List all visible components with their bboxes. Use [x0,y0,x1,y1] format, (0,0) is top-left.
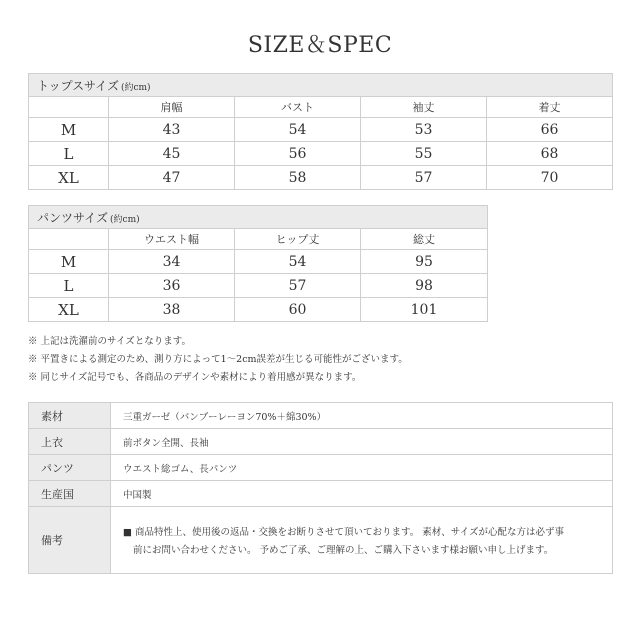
table-cell: 36 [109,274,235,298]
table-cell: 47 [109,166,235,190]
size-label: XL [29,298,109,322]
table-cell: 58 [235,166,361,190]
table-cell: 68 [487,142,613,166]
table-row [29,118,613,142]
spec-value: 三重ガーゼ（バンブーレーヨン70%＋綿30%） [111,403,613,429]
tops-caption-label: トップスサイズ [37,78,119,93]
spec-key: 生産国 [29,481,111,507]
size-label: L [29,142,109,166]
column-header: 着丈 [487,97,613,118]
tops-size-table [28,73,613,190]
column-header [29,97,109,118]
table-cell: 56 [235,142,361,166]
table-row [29,298,488,322]
remarks-line-2: 前にお問い合わせください。 予めご了承、ご理解の上、ご購入下さいます様お願い申し上げます。 [133,545,554,556]
spec-value: 前ボタン全開、長袖 [111,429,613,455]
table-cell: 98 [361,274,488,298]
tops-caption [29,74,613,97]
column-header [29,229,109,250]
table-cell: 43 [109,118,235,142]
size-label: XL [29,166,109,190]
column-header: 総丈 [361,229,488,250]
table-cell: 57 [235,274,361,298]
table-cell: 53 [361,118,487,142]
spec-row [29,455,613,481]
spec-table [28,402,613,574]
table-cell: 66 [487,118,613,142]
table-cell: 70 [487,166,613,190]
column-header: 袖丈 [361,97,487,118]
column-header: バスト [235,97,361,118]
table-cell: 54 [235,250,361,274]
note-line: ※ 同じサイズ記号でも、各商品のデザインや素材により着用感が異なります。 [28,372,362,383]
spec-key: パンツ [29,455,111,481]
pants-size-table [28,205,488,322]
pants-unit: (約cm) [110,214,140,225]
note-line: ※ 平置きによる測定のため、測り方によって1～2cm誤差が生じる可能性がございます。 [28,354,408,365]
table-cell: 60 [235,298,361,322]
note-line: ※ 上記は洗濯前のサイズとなります。 [28,336,192,347]
size-label: M [29,250,109,274]
table-cell: 45 [109,142,235,166]
table-header-row [29,97,613,118]
spec-key: 素材 [29,403,111,429]
pants-caption [29,206,488,229]
column-header: 肩幅 [109,97,235,118]
spec-row [29,481,613,507]
size-label: M [29,118,109,142]
table-cell: 95 [361,250,488,274]
table-header-row [29,229,488,250]
remarks-line-1: ■ 商品特性上、使用後の返品・交換をお断りさせて頂いております。 素材、サイズが心配な方は必ず事 [123,527,564,538]
notes [28,333,408,387]
page-title: SIZE＆SPEC [247,33,393,58]
table-row [29,166,613,190]
table-row [29,274,488,298]
spec-key: 備考 [29,507,111,574]
spec-value: ウエスト総ゴム、長パンツ [111,455,613,481]
table-cell: 101 [361,298,488,322]
spec-key: 上衣 [29,429,111,455]
column-header: ウエスト幅 [109,229,235,250]
table-caption-row [29,74,613,97]
table-cell: 34 [109,250,235,274]
table-caption-row [29,206,488,229]
table-cell: 57 [361,166,487,190]
table-row [29,142,613,166]
table-row [29,250,488,274]
table-cell: 55 [361,142,487,166]
table-cell: 38 [109,298,235,322]
spec-value: 中国製 [111,481,613,507]
spec-row [29,507,613,574]
spec-remarks [111,507,613,574]
spec-row [29,403,613,429]
size-label: L [29,274,109,298]
pants-caption-label: パンツサイズ [37,210,109,225]
spec-row [29,429,613,455]
tops-unit: (約cm) [120,82,151,93]
table-cell: 54 [235,118,361,142]
column-header: ヒップ丈 [235,229,361,250]
